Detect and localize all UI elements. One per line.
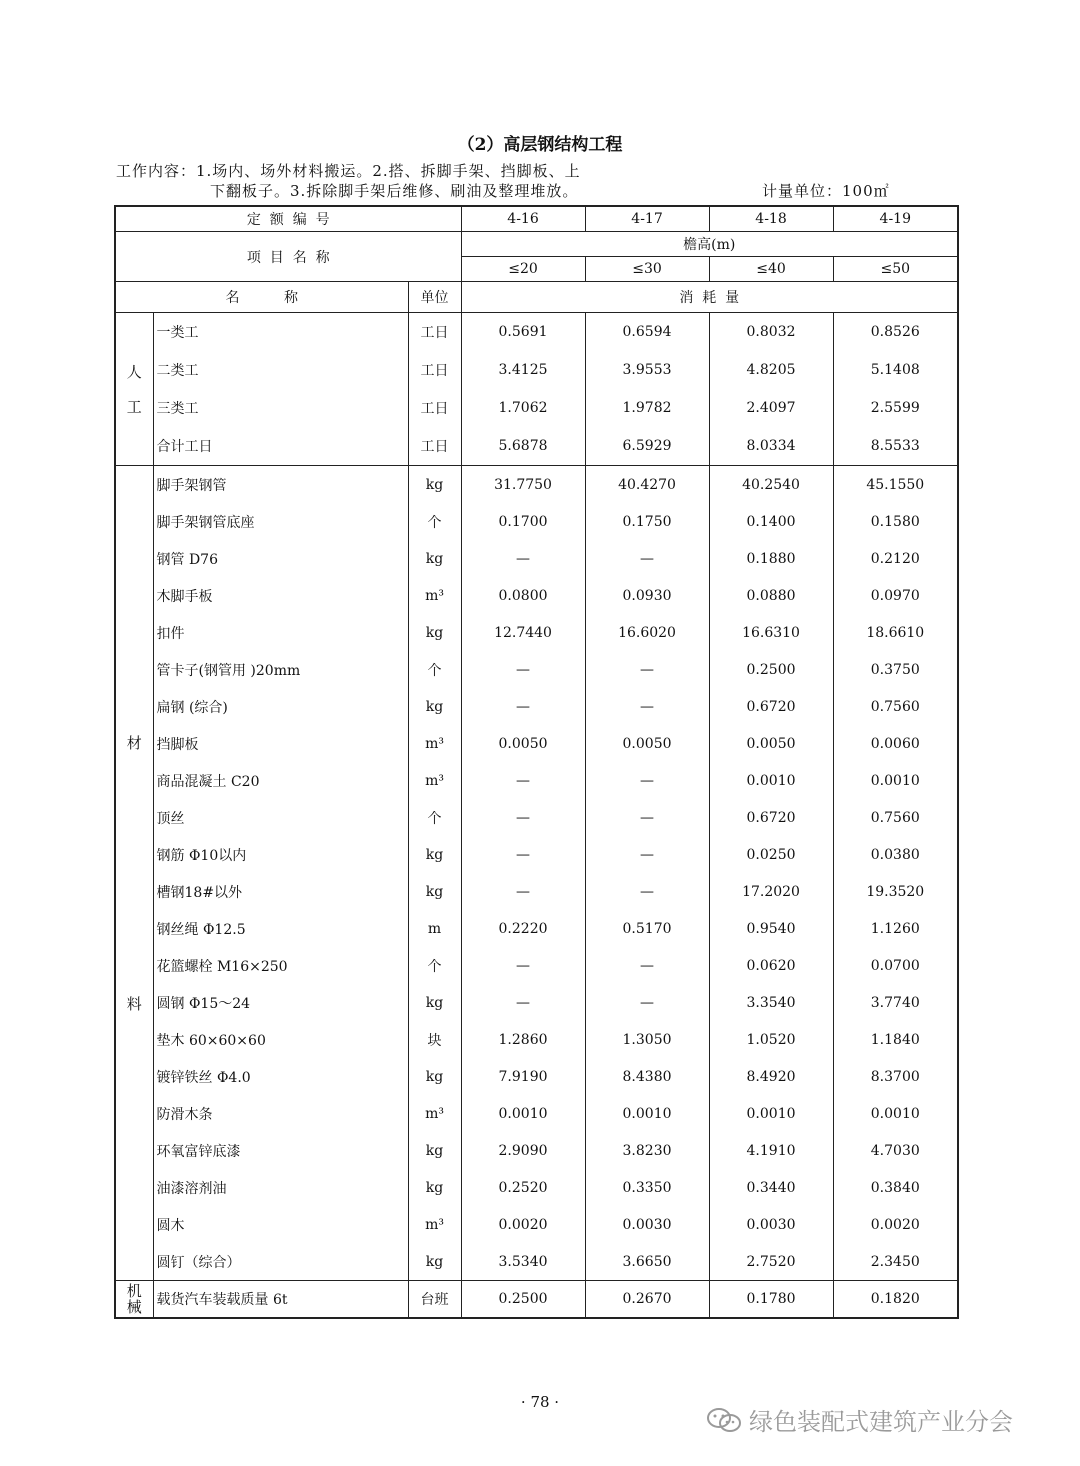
value-cell: 0.0930 <box>585 577 709 614</box>
value-cell: 1.0520 <box>709 1021 833 1058</box>
table-row <box>115 466 958 504</box>
page-number: · 78 · <box>520 1393 560 1411</box>
item-unit: kg <box>408 688 461 725</box>
value-cell: — <box>461 762 585 799</box>
value-cell: 8.4920 <box>709 1058 833 1095</box>
item-name: 垫木 60×60×60 <box>153 1021 408 1058</box>
table-row <box>115 389 958 427</box>
table-row <box>115 873 958 910</box>
value-cell: 3.7740 <box>833 984 958 1021</box>
value-cell: 31.7750 <box>461 466 585 504</box>
value-cell: 1.9782 <box>585 389 709 427</box>
value-cell: 5.6878 <box>461 427 585 466</box>
item-unit: 个 <box>408 503 461 540</box>
value-cell: 0.0010 <box>833 1095 958 1132</box>
category-label <box>116 732 153 1014</box>
value-cell: 0.0800 <box>461 577 585 614</box>
value-cell: 6.5929 <box>585 427 709 466</box>
table-row <box>115 1095 958 1132</box>
value-cell: 1.7062 <box>461 389 585 427</box>
value-cell: — <box>585 688 709 725</box>
item-unit: kg <box>408 614 461 651</box>
table-row <box>115 688 958 725</box>
value-cell: 0.0010 <box>709 1095 833 1132</box>
category-char: 工 <box>126 398 142 416</box>
value-cell: — <box>585 799 709 836</box>
value-cell: 2.7520 <box>709 1243 833 1281</box>
item-unit: kg <box>408 1132 461 1169</box>
value-cell: 7.9190 <box>461 1058 585 1095</box>
category-cell <box>115 466 153 1281</box>
table-row <box>115 910 958 947</box>
value-cell: 8.5533 <box>833 427 958 466</box>
value-cell: 0.8032 <box>709 313 833 352</box>
table-row <box>115 351 958 389</box>
table-row <box>115 313 958 352</box>
category-char: 料 <box>126 995 142 1013</box>
category-cell <box>115 313 153 466</box>
value-cell: 0.3350 <box>585 1169 709 1206</box>
category-label: 机械 <box>126 1282 142 1316</box>
item-name: 圆钢 Φ15～24 <box>153 984 408 1021</box>
value-cell: 17.2020 <box>709 873 833 910</box>
value-cell: — <box>585 947 709 984</box>
table-row <box>115 984 958 1021</box>
value-cell: — <box>461 688 585 725</box>
quota-code-row <box>115 206 958 232</box>
value-cell: 0.6594 <box>585 313 709 352</box>
value-cell: 0.0020 <box>461 1206 585 1243</box>
value-cell: — <box>585 836 709 873</box>
value-cell: 0.0030 <box>709 1206 833 1243</box>
value-cell: 0.3750 <box>833 651 958 688</box>
value-cell: 40.4270 <box>585 466 709 504</box>
value-cell: 16.6020 <box>585 614 709 651</box>
value-cell: 18.6610 <box>833 614 958 651</box>
item-unit: m³ <box>408 725 461 762</box>
value-cell: 1.3050 <box>585 1021 709 1058</box>
value-cell: 1.1840 <box>833 1021 958 1058</box>
item-name: 扁钢 (综合) <box>153 688 408 725</box>
item-name: 木脚手板 <box>153 577 408 614</box>
section-title: （2）高层钢结构工程 <box>457 135 623 155</box>
item-unit: kg <box>408 873 461 910</box>
table-row <box>115 762 958 799</box>
table-row <box>115 540 958 577</box>
quota-table <box>114 205 959 1319</box>
value-cell: — <box>461 873 585 910</box>
wechat-icon <box>705 1406 743 1434</box>
value-cell: 4.1910 <box>709 1132 833 1169</box>
item-name: 环氧富锌底漆 <box>153 1132 408 1169</box>
value-cell: — <box>585 984 709 1021</box>
height-range: ≤20 <box>461 257 585 282</box>
consumption-label: 消 耗 量 <box>461 282 958 313</box>
value-cell: 0.2120 <box>833 540 958 577</box>
value-cell: 0.9540 <box>709 910 833 947</box>
table-row <box>115 1206 958 1243</box>
item-unit: 台班 <box>408 1281 461 1319</box>
item-name: 脚手架钢管底座 <box>153 503 408 540</box>
value-cell: 0.0020 <box>833 1206 958 1243</box>
value-cell: — <box>461 836 585 873</box>
value-cell: 19.3520 <box>833 873 958 910</box>
value-cell: 12.7440 <box>461 614 585 651</box>
height-range: ≤50 <box>833 257 958 282</box>
table-row <box>115 1169 958 1206</box>
value-cell: 0.2670 <box>585 1281 709 1319</box>
item-name: 顶丝 <box>153 799 408 836</box>
height-range: ≤40 <box>709 257 833 282</box>
item-name: 镀锌铁丝 Φ4.0 <box>153 1058 408 1095</box>
value-cell: 5.1408 <box>833 351 958 389</box>
value-cell: 2.4097 <box>709 389 833 427</box>
value-cell: 0.0620 <box>709 947 833 984</box>
quota-code: 4-16 <box>461 206 585 232</box>
value-cell: 0.0880 <box>709 577 833 614</box>
watermark-text: 绿色装配式建筑产业分会 <box>749 1408 1013 1436</box>
value-cell: 0.1580 <box>833 503 958 540</box>
item-unit: m³ <box>408 762 461 799</box>
column-header-row <box>115 282 958 313</box>
item-name: 管卡子(钢管用 )20mm <box>153 651 408 688</box>
value-cell: 3.3540 <box>709 984 833 1021</box>
value-cell: 2.9090 <box>461 1132 585 1169</box>
item-name: 脚手架钢管 <box>153 466 408 504</box>
item-unit: kg <box>408 1243 461 1281</box>
value-cell: 0.0050 <box>461 725 585 762</box>
measurement-unit: 计量单位：100㎡ <box>762 182 890 200</box>
value-cell: 4.7030 <box>833 1132 958 1169</box>
item-unit: 工日 <box>408 427 461 466</box>
item-unit: 个 <box>408 799 461 836</box>
item-name: 一类工 <box>153 313 408 352</box>
value-cell: — <box>585 762 709 799</box>
item-unit: kg <box>408 984 461 1021</box>
table-row <box>115 1021 958 1058</box>
value-cell: 0.7560 <box>833 799 958 836</box>
quota-code: 4-18 <box>709 206 833 232</box>
value-cell: 0.0050 <box>709 725 833 762</box>
table-row <box>115 427 958 466</box>
value-cell: — <box>461 799 585 836</box>
item-name: 钢丝绳 Φ12.5 <box>153 910 408 947</box>
item-name: 钢管 D76 <box>153 540 408 577</box>
value-cell: 0.0030 <box>585 1206 709 1243</box>
item-name: 防滑木条 <box>153 1095 408 1132</box>
item-unit: m³ <box>408 1206 461 1243</box>
value-cell: 0.1700 <box>461 503 585 540</box>
table-row <box>115 836 958 873</box>
value-cell: 0.0010 <box>585 1095 709 1132</box>
value-cell: 8.3700 <box>833 1058 958 1095</box>
value-cell: 0.2520 <box>461 1169 585 1206</box>
value-cell: 0.0970 <box>833 577 958 614</box>
value-cell: — <box>585 540 709 577</box>
value-cell: 0.0010 <box>709 762 833 799</box>
value-cell: 0.5170 <box>585 910 709 947</box>
value-cell: 0.1780 <box>709 1281 833 1319</box>
item-name: 挡脚板 <box>153 725 408 762</box>
value-cell: 0.8526 <box>833 313 958 352</box>
value-cell: 1.2860 <box>461 1021 585 1058</box>
item-unit: 工日 <box>408 389 461 427</box>
value-cell: 0.1820 <box>833 1281 958 1319</box>
value-cell: — <box>585 651 709 688</box>
table-row <box>115 725 958 762</box>
value-cell: — <box>461 984 585 1021</box>
value-cell: 2.3450 <box>833 1243 958 1281</box>
item-unit: 工日 <box>408 313 461 352</box>
value-cell: 40.2540 <box>709 466 833 504</box>
table-row <box>115 577 958 614</box>
height-range: ≤30 <box>585 257 709 282</box>
value-cell: 0.0060 <box>833 725 958 762</box>
item-name: 扣件 <box>153 614 408 651</box>
value-cell: 0.0010 <box>833 762 958 799</box>
value-cell: — <box>461 540 585 577</box>
item-unit: kg <box>408 540 461 577</box>
value-cell: 0.3840 <box>833 1169 958 1206</box>
quota-no-label: 定 额 编 号 <box>115 206 461 232</box>
eave-height-label: 檐高(m) <box>461 232 958 257</box>
table-row <box>115 651 958 688</box>
item-name: 圆木 <box>153 1206 408 1243</box>
value-cell: 0.6720 <box>709 799 833 836</box>
value-cell: 3.9553 <box>585 351 709 389</box>
value-cell: 0.0700 <box>833 947 958 984</box>
value-cell: 16.6310 <box>709 614 833 651</box>
item-name: 合计工日 <box>153 427 408 466</box>
value-cell: 0.6720 <box>709 688 833 725</box>
eave-height-row <box>115 232 958 257</box>
item-name: 三类工 <box>153 389 408 427</box>
item-unit: 个 <box>408 651 461 688</box>
item-unit: kg <box>408 1058 461 1095</box>
value-cell: 0.1880 <box>709 540 833 577</box>
item-unit: kg <box>408 466 461 504</box>
quota-code: 4-17 <box>585 206 709 232</box>
value-cell: 4.8205 <box>709 351 833 389</box>
item-unit: m³ <box>408 1095 461 1132</box>
value-cell: 3.6650 <box>585 1243 709 1281</box>
value-cell: 1.1260 <box>833 910 958 947</box>
value-cell: 0.2500 <box>461 1281 585 1319</box>
value-cell: — <box>461 651 585 688</box>
value-cell: 8.0334 <box>709 427 833 466</box>
category-cell <box>115 1281 153 1319</box>
table-row <box>115 1281 958 1319</box>
value-cell: 0.3440 <box>709 1169 833 1206</box>
item-name: 槽钢18#以外 <box>153 873 408 910</box>
table-row <box>115 947 958 984</box>
quota-code: 4-19 <box>833 206 958 232</box>
item-unit: 工日 <box>408 351 461 389</box>
item-unit: m <box>408 910 461 947</box>
value-cell: 3.5340 <box>461 1243 585 1281</box>
item-unit: kg <box>408 1169 461 1206</box>
value-cell: 2.5599 <box>833 389 958 427</box>
table-row <box>115 1132 958 1169</box>
item-name-label: 项 目 名 称 <box>115 232 461 282</box>
item-name: 二类工 <box>153 351 408 389</box>
unit-label: 单位 <box>408 282 461 313</box>
value-cell: 0.1750 <box>585 503 709 540</box>
value-cell: 0.5691 <box>461 313 585 352</box>
value-cell: — <box>461 947 585 984</box>
item-name: 圆钉（综合） <box>153 1243 408 1281</box>
item-name: 油漆溶剂油 <box>153 1169 408 1206</box>
item-unit: m³ <box>408 577 461 614</box>
value-cell: 0.2500 <box>709 651 833 688</box>
value-cell: 0.2220 <box>461 910 585 947</box>
item-unit: kg <box>408 836 461 873</box>
value-cell: 3.8230 <box>585 1132 709 1169</box>
value-cell: — <box>585 873 709 910</box>
table-row <box>115 503 958 540</box>
item-name: 花篮螺栓 M16×250 <box>153 947 408 984</box>
table-row <box>115 614 958 651</box>
name-label: 名 称 <box>115 282 408 313</box>
category-char: 人 <box>126 363 142 381</box>
work-content-line-1: 工作内容：1.场内、场外材料搬运。2.搭、拆脚手架、挡脚板、上 <box>116 162 581 180</box>
item-unit: 个 <box>408 947 461 984</box>
table-row <box>115 1243 958 1281</box>
value-cell: 0.7560 <box>833 688 958 725</box>
item-name: 载货汽车装载质量 6t <box>153 1281 408 1319</box>
value-cell: 45.1550 <box>833 466 958 504</box>
category-label <box>116 361 153 417</box>
item-unit: 块 <box>408 1021 461 1058</box>
value-cell: 3.4125 <box>461 351 585 389</box>
work-content-line-2: 下翻板子。3.拆除脚手架后维修、刷油及整理堆放。 <box>210 182 579 200</box>
table-row <box>115 1058 958 1095</box>
value-cell: 0.0010 <box>461 1095 585 1132</box>
item-name: 商品混凝土 C20 <box>153 762 408 799</box>
value-cell: 0.0050 <box>585 725 709 762</box>
value-cell: 0.0250 <box>709 836 833 873</box>
watermark <box>705 1402 1013 1437</box>
value-cell: 0.0380 <box>833 836 958 873</box>
value-cell: 8.4380 <box>585 1058 709 1095</box>
category-char: 材 <box>126 734 142 752</box>
table-row <box>115 799 958 836</box>
item-name: 钢筋 Φ10以内 <box>153 836 408 873</box>
value-cell: 0.1400 <box>709 503 833 540</box>
